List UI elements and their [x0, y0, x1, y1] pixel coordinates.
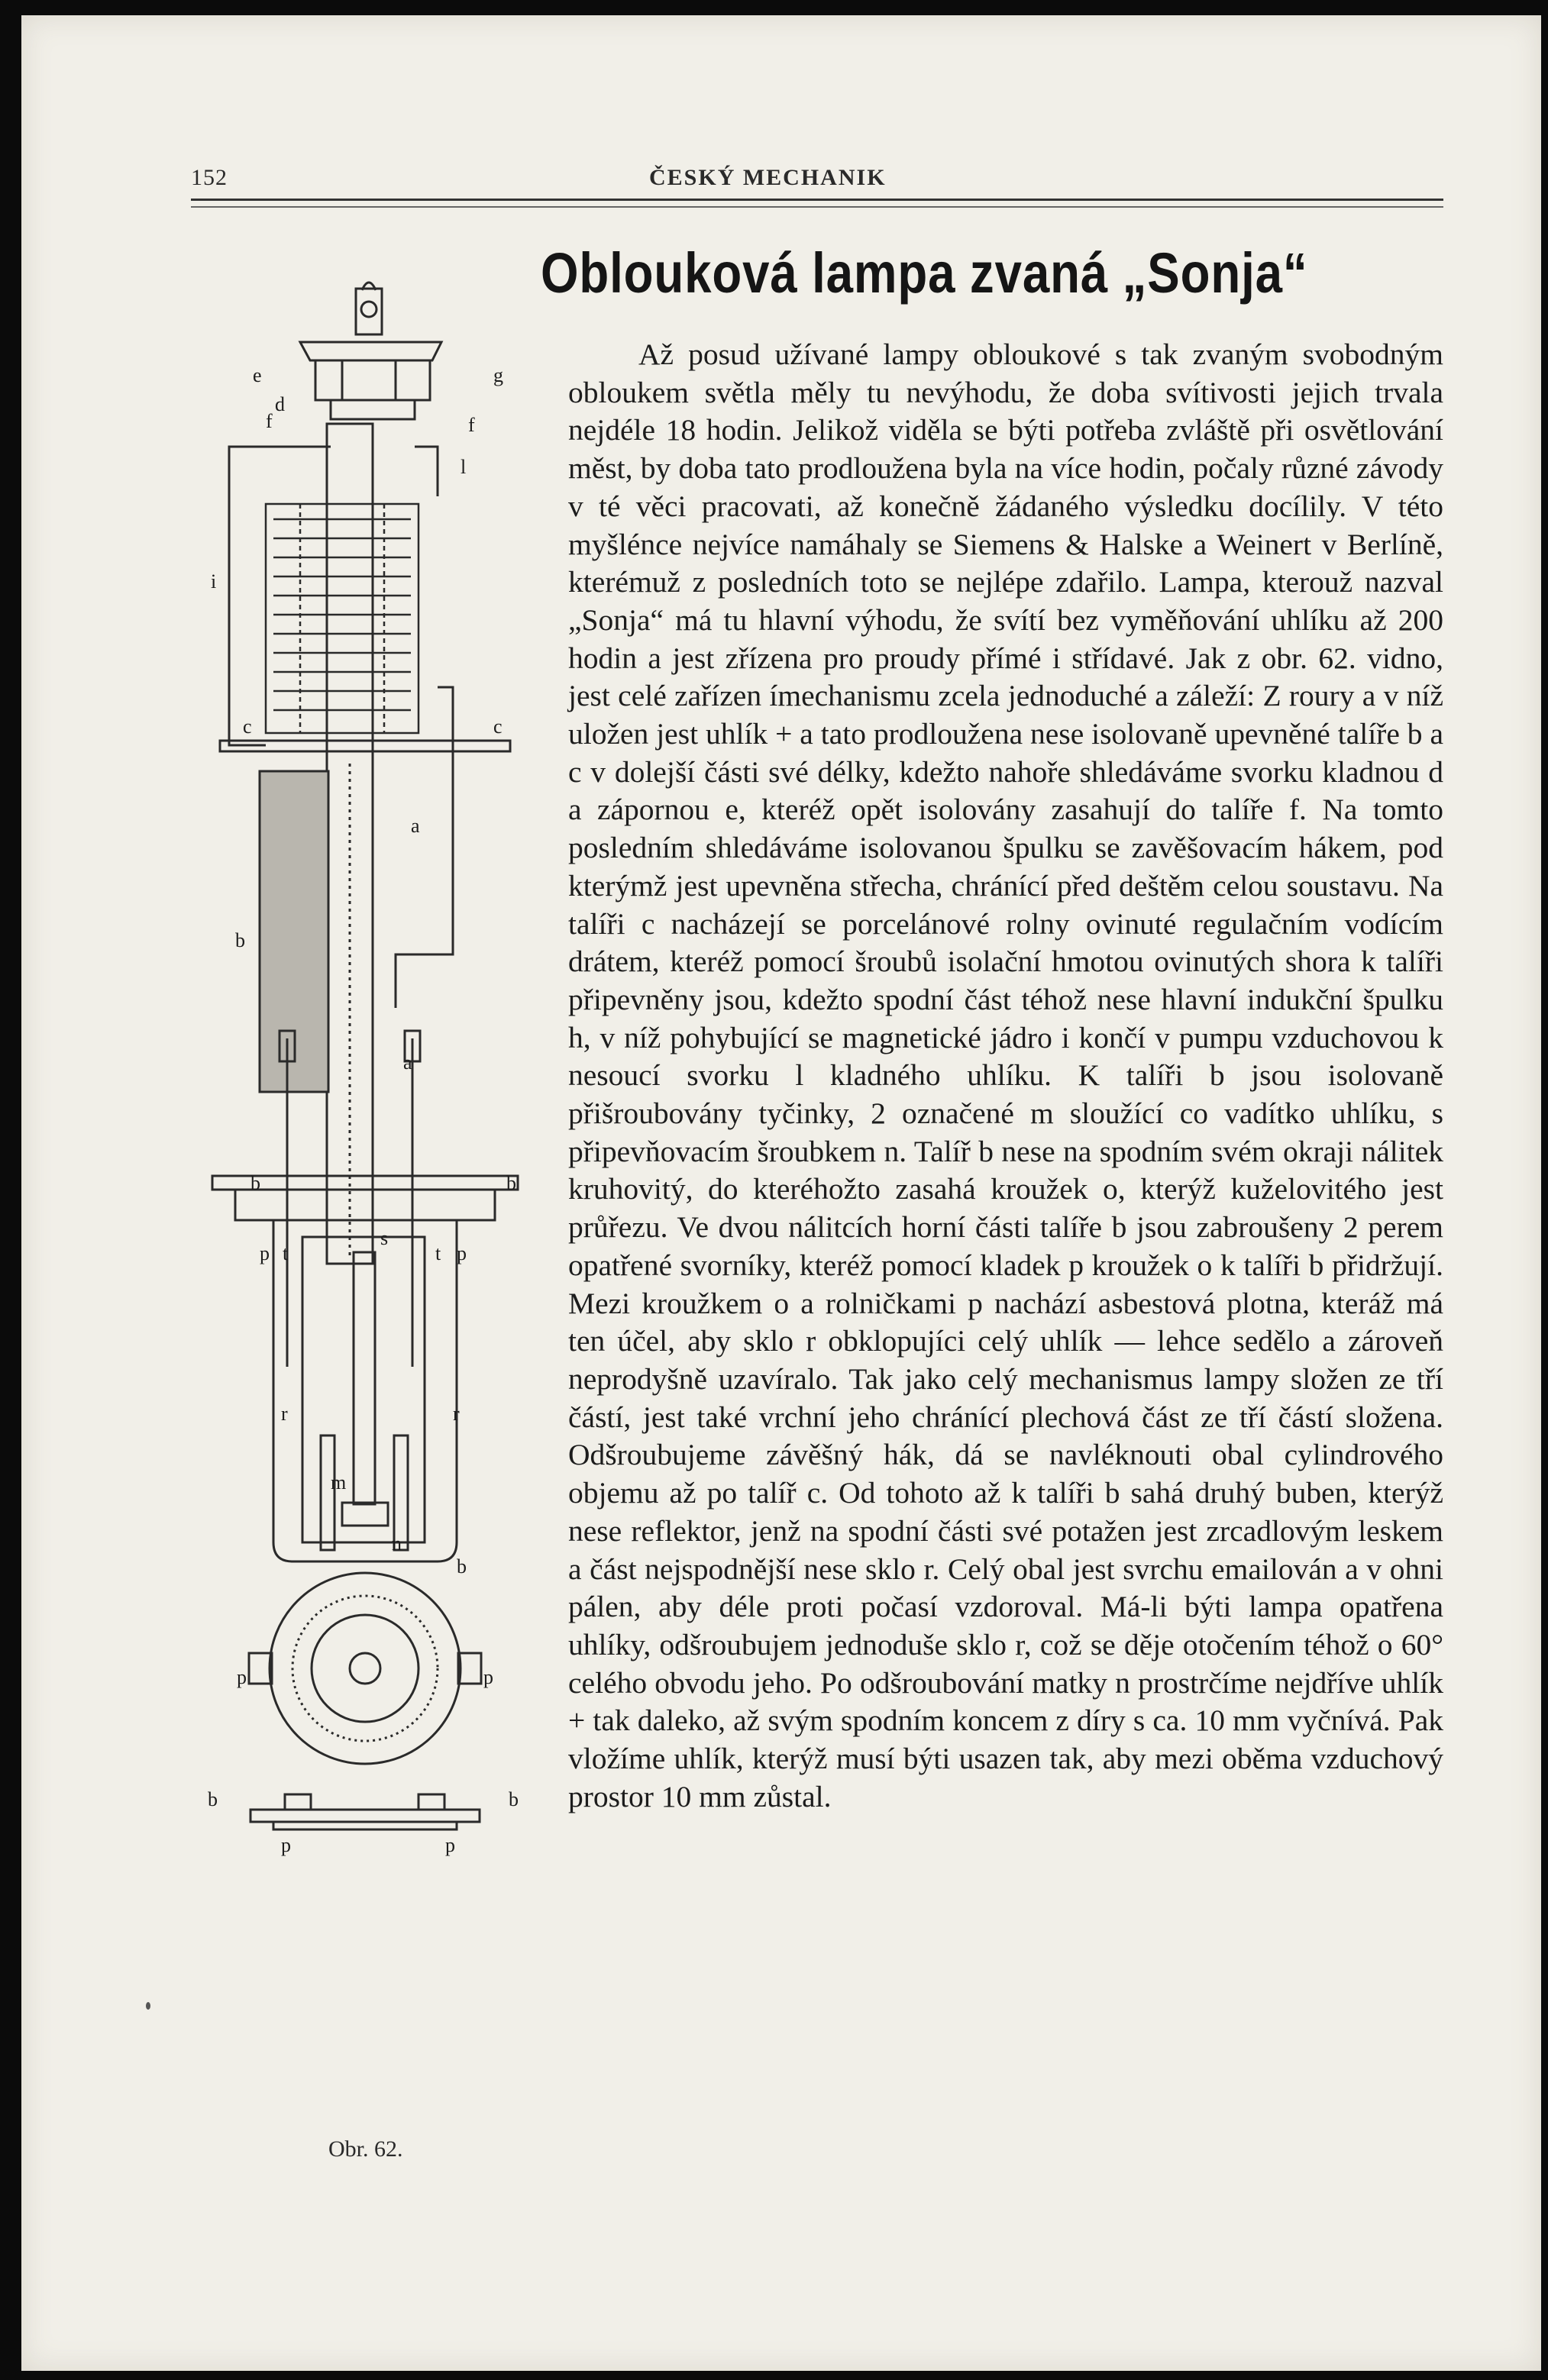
hook-illustration [356, 283, 382, 334]
label-l: l [461, 456, 467, 478]
header-rule [191, 199, 1443, 201]
label-b-section-right: b [509, 1788, 519, 1810]
label-r: r [281, 1403, 288, 1425]
lower-carbon [354, 1252, 375, 1504]
label-b-section-left: b [208, 1788, 218, 1810]
label-t-right: t [435, 1242, 441, 1264]
section-view [250, 1794, 480, 1829]
label-m: m [331, 1471, 347, 1494]
coil-stack [266, 504, 419, 733]
roof-plate [300, 342, 441, 360]
lamp-illustration [189, 275, 541, 1863]
label-f: f [266, 410, 273, 432]
label-s: s [380, 1227, 389, 1249]
running-head [191, 165, 1443, 195]
label-i: i [211, 570, 217, 593]
label-b-right: b [506, 1172, 516, 1194]
label-p-section-right: p [445, 1834, 455, 1856]
print-speck [146, 2002, 150, 2010]
label-p-plan-right: p [483, 1666, 493, 1688]
label-a-lower: a [403, 1051, 412, 1074]
page [21, 15, 1541, 2371]
label-p-section-left: p [281, 1834, 291, 1856]
label-e: e [253, 364, 262, 386]
label-c-right: c [493, 715, 503, 738]
label-n: n [392, 1532, 402, 1555]
label-b-plan: b [457, 1555, 467, 1578]
label-g: g [493, 364, 503, 386]
label-r-right: r [453, 1403, 460, 1425]
header-rule-thin [191, 206, 1443, 208]
figure-62-lamp-drawing [189, 275, 541, 1863]
figure-caption: Obr. 62. [328, 2136, 403, 2162]
article-body [568, 336, 1443, 1816]
label-p: p [260, 1242, 270, 1264]
label-b-lower: b [250, 1172, 260, 1194]
label-t: t [283, 1242, 289, 1264]
label-f-right: f [468, 414, 475, 436]
article-title: Oblouková lampa zvaná „Sonja“ [541, 241, 1308, 305]
label-b: b [235, 929, 245, 951]
plan-view-ring [249, 1573, 481, 1764]
label-p-plan-left: p [237, 1666, 247, 1688]
page-number: 152 [191, 165, 228, 190]
journal-title: ČESKÝ MECHANIK [649, 165, 887, 190]
label-a: a [411, 815, 420, 837]
figure-labels [208, 364, 519, 1856]
label-c: c [243, 715, 252, 738]
article-paragraph: Až posud užívané lampy obloukové s tak zvaným svobodným obloukem světla měly tu nevýhodu, že doba svítivosti jejich trvala nejdéle 18 hodin. Jelikož viděla se býti potřeba zvláště při osvětlování měst, by doba tato prodloužena byla na více hodin, počaly různé závody v té věci pracovati, až konečně žádaného výsledku docílily. V této myšlénce nejvíce namáhaly se Siemens & Halske a Weinert v Berlíně, kterémuž z posledních toto se nejlépe zdařilo. Lampa, kterouž nazval „Sonja“ má tu hlavní výhodu, že svítí bez vyměňování uhlíku až 200 hodin a jest zřízena pro proudy přímé i střídavé. Jak z obr. 62. vidno, jest celé zařízen ímechanismu zcela jednoduché a záleží: Z roury a v níž uložen jest uhlík + a tato prodloužena nese isolovaně upevněné talíře b a c v dolejší části své délky, kdežto nahoře shledáváme svorku kladnou d a zápornou e, kteréž opět isolovány zasahují do talíře f. Na tomto posledním shledáváme isolovanou špulku se zavěšovacím hákem, pod kterýmž jest upevněna střecha, chránící před deštěm celou soustavu. Na talíři c nacházejí se porcelánové rolny ovinuté regulačním vodícím drátem, kteréž pomocí šroubů isolační hmotou ovinutých shora k talíři připevněny jsou, kdežto spodní část téhož nese hlavní indukční špulku h, v níž pohybující se magnetické jádro i končí v pumpu vzduchovou k nesoucí svorku l kladného uhlíku. K talíři b jsou isolovaně přišroubovány tyčinky, 2 označené m sloužící co vadítko uhlíku, s připevňovacím šroubkem n. Talíř b nese na spodním svém okraji nálitek kruhovitý, do kteréhožto zasahá kroužek o, kterýž kuželovitého jest průřezu. Ve dvou nálitcích horní části talíře b jsou zabroušeny 2 perem opatřené svorníky, kteréž pomocí kladek p kroužek o k talíři b přidržují. Mezi kroužkem o a rolničkami p nachází asbestová plotna, kteráž má ten účel, aby sklo r obklopujíci celý uhlík — lehce sedělo a zároveň neprodyšně uzavíralo. Tak jako celý mechanismus lampy složen ze tří částí, jest také vrchní jeho chránící plechová část ze tří částí složena. Odšroubujeme závěšný hák, dá se navléknouti obal cylindrového objemu až po talíř c. Od tohoto až k talíři b sahá druhý buben, kterýž nese reflektor, jenž na spodní části své potažen jest zrcadlovým leskem a část nejspodnější nese sklo r. Celý obal jest svrchu emailován a v ohni pálen, aby déle proti počasí vzdoroval. Má-li býti lampa opatřena uhlíky, odšroubujem jednoduše sklo r, což se děje otočením téhož o 60° celého obvodu jeho. Po odšroubování matky n prostrčíme nejdříve uhlík + tak daleko, až svým spodním koncem z díry s ca. 10 mm vyčnívá. Pak vložíme uhlík, kterýž musí býti usazen tak, aby mezi oběma vzduchový prostor 10 mm zůstal. [568, 337, 1443, 1813]
glass-globe-r [273, 1220, 457, 1561]
label-p-right: p [457, 1242, 467, 1264]
label-d: d [275, 393, 285, 415]
terminal-block [315, 360, 430, 400]
